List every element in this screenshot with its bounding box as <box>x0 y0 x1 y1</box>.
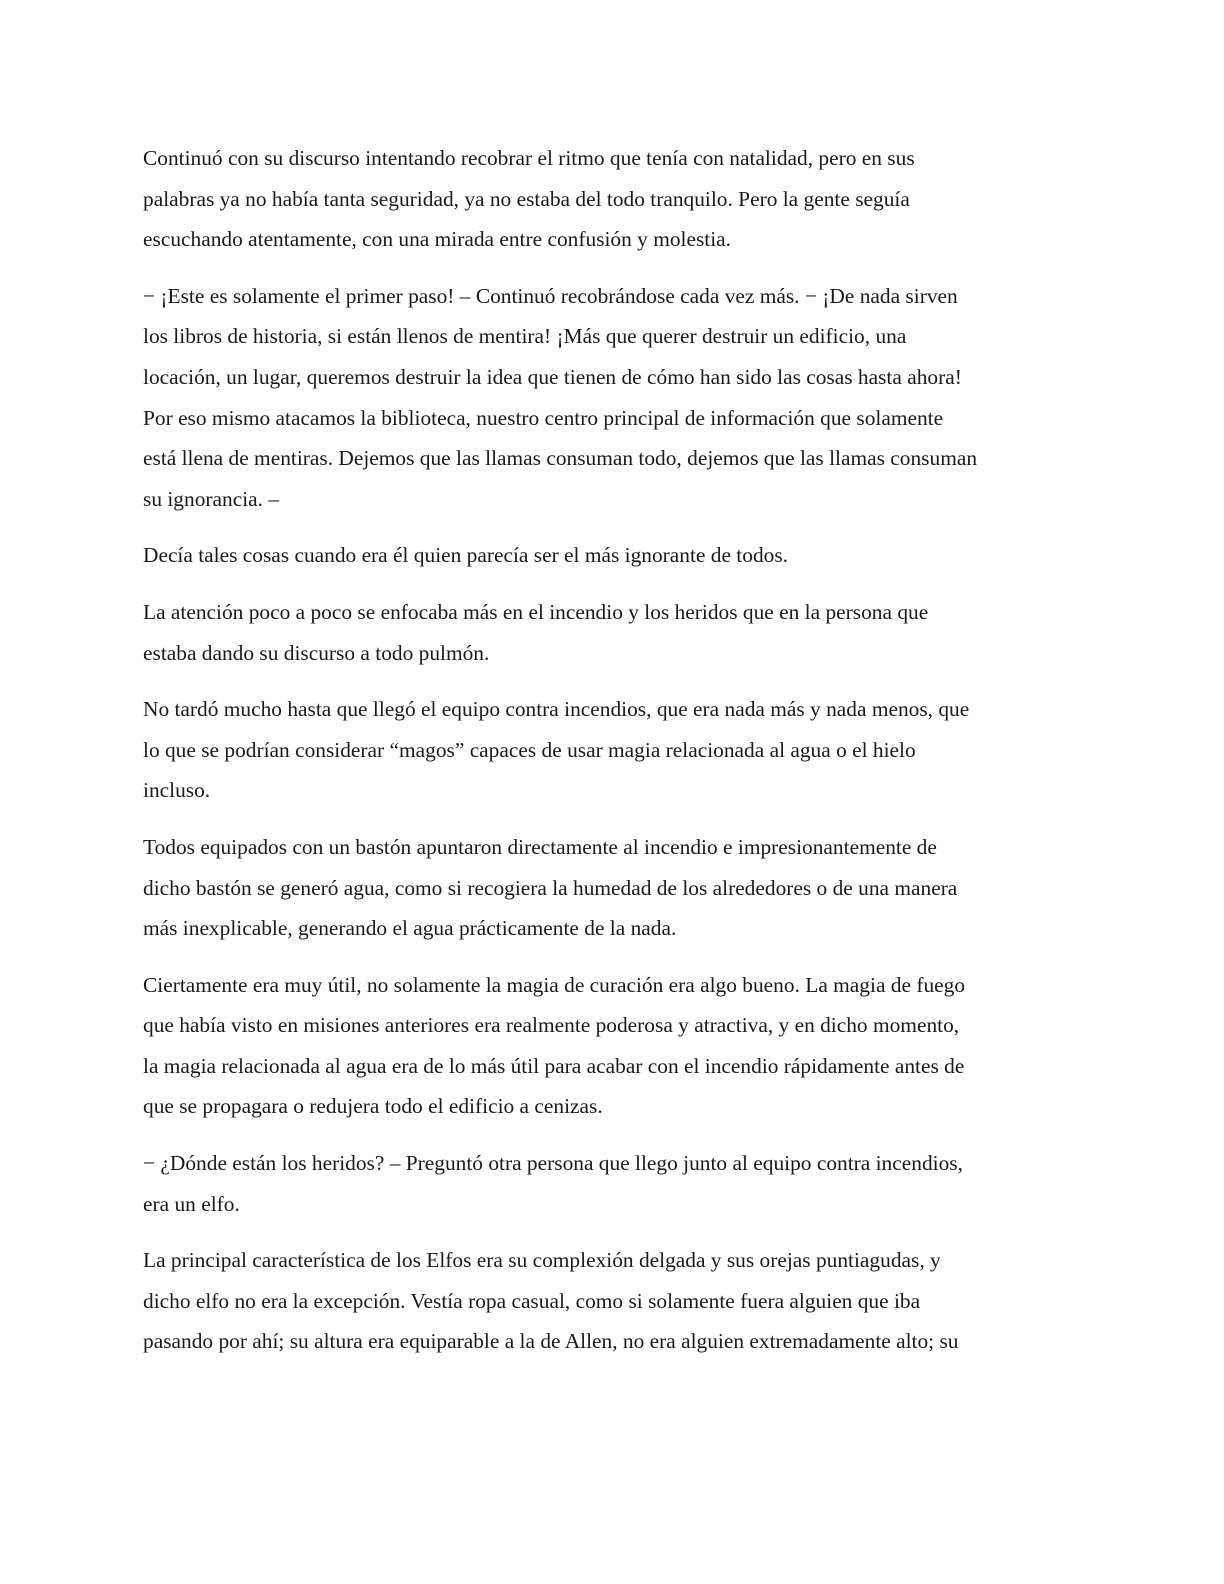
text-line: Por eso mismo atacamos la biblioteca, nuestro centro principal de información que solamente <box>143 405 944 430</box>
text-line: locación, un lugar, queremos destruir la idea que tienen de cómo han sido las cosas hasta ahora! <box>143 364 962 389</box>
text-line: dicho bastón se generó agua, como si recogiera la humedad de los alrededores o de una manera <box>143 875 958 900</box>
text-line: escuchando atentamente, con una mirada entre confusión y molestia. <box>143 227 732 252</box>
text-line: La atención poco a poco se enfocaba más en el incendio y los heridos que en la persona que <box>143 599 929 624</box>
text-line: era un elfo. <box>143 1191 240 1216</box>
paragraph-2 <box>143 276 1083 520</box>
text-line: La principal característica de los Elfos era su complexión delgada y sus orejas puntiagudas, y <box>143 1248 941 1273</box>
text-line: que se propagara o redujera todo el edificio a cenizas. <box>143 1094 603 1119</box>
text-line: No tardó mucho hasta que llegó el equipo contra incendios, que era nada más y nada menos, que <box>143 697 970 722</box>
paragraph-9 <box>143 1240 1083 1362</box>
text-line: palabras ya no había tanta seguridad, ya no estaba del todo tranquilo. Pero la gente seguía <box>143 186 910 211</box>
text-line: estaba dando su discurso a todo pulmón. <box>143 640 490 665</box>
text-line: lo que se podrían considerar “magos” capaces de usar magia relacionada al agua o el hielo <box>143 737 916 762</box>
text-line: − ¡Este es solamente el primer paso! – Continuó recobrándose cada vez más. − ¡De nada sirven <box>143 283 958 308</box>
paragraph-5 <box>143 689 1083 811</box>
text-line: pasando por ahí; su altura era equiparable a la de Allen, no era alguien extremadamente alto; su <box>143 1329 959 1354</box>
text-line: está llena de mentiras. Dejemos que las llamas consuman todo, dejemos que las llamas consuman <box>143 446 978 471</box>
text-line: Todos equipados con un bastón apuntaron directamente al incendio e impresionantemente de <box>143 834 937 859</box>
text-line: Decía tales cosas cuando era él quien parecía ser el más ignorante de todos. <box>143 543 789 568</box>
paragraph-8 <box>143 1143 1083 1224</box>
text-line: − ¿Dónde están los heridos? – Preguntó otra persona que llego junto al equipo contra incendios, <box>143 1151 963 1176</box>
text-line: la magia relacionada al agua era de lo más útil para acabar con el incendio rápidamente antes de <box>143 1053 965 1078</box>
text-line: Ciertamente era muy útil, no solamente la magia de curación era algo bueno. La magia de fuego <box>143 972 966 997</box>
document-page <box>143 138 1083 1378</box>
text-line: su ignorancia. – <box>143 486 280 511</box>
paragraph-6 <box>143 827 1083 949</box>
paragraph-4 <box>143 592 1083 673</box>
paragraph-1 <box>143 138 1083 260</box>
text-line: Continuó con su discurso intentando recobrar el ritmo que tenía con natalidad, pero en sus <box>143 146 915 170</box>
paragraph-7 <box>143 965 1083 1127</box>
text-line: incluso. <box>143 778 211 803</box>
text-line: que había visto en misiones anteriores era realmente poderosa y atractiva, y en dicho momento, <box>143 1013 960 1038</box>
paragraph-3 <box>143 535 1083 576</box>
text-line: los libros de historia, si están llenos de mentira! ¡Más que querer destruir un edificio, una <box>143 324 907 349</box>
text-line: dicho elfo no era la excepción. Vestía ropa casual, como si solamente fuera alguien que iba <box>143 1288 921 1313</box>
text-line: más inexplicable, generando el agua prácticamente de la nada. <box>143 916 677 941</box>
